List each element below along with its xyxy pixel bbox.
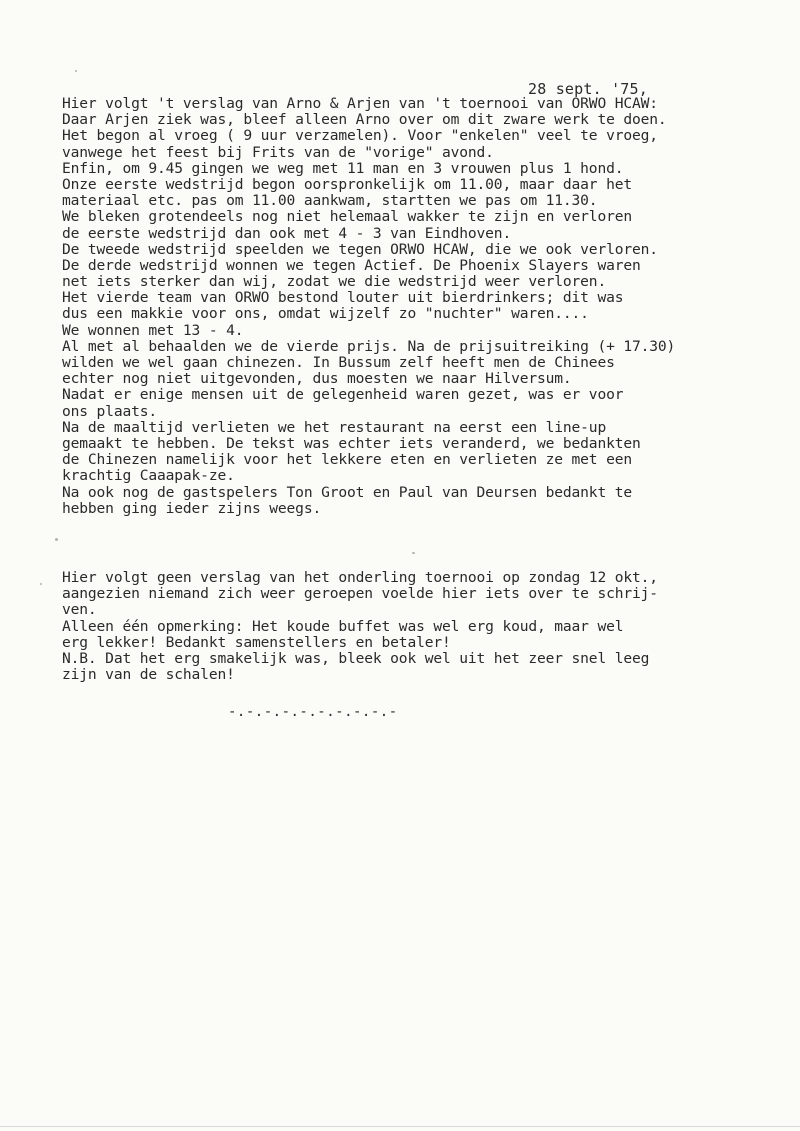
report-line: Enfin, om 9.45 gingen we weg met 11 man en 3 vrouwen plus 1 hond. xyxy=(62,159,624,177)
report-line: net iets sterker dan wij, zodat we die wedstrijd weer verloren. xyxy=(62,273,607,291)
report-line: Het vierde team van ORWO bestond louter uit bierdrinkers; dit was xyxy=(62,289,624,307)
second-section xyxy=(62,570,792,683)
section-line: aangezien niemand zich weer geroepen voelde hier iets over te schrij- xyxy=(62,585,658,603)
report-line: Al met al behaalden we de vierde prijs. Na de prijsuitreiking (+ 17.30) xyxy=(62,337,676,355)
report-line: gemaakt te hebben. De tekst was echter iets veranderd, we bedankten xyxy=(62,434,641,452)
report-line: We wonnen met 13 - 4. xyxy=(62,321,244,339)
report-line: de Chinezen namelijk voor het lekkere eten en verlieten ze met een xyxy=(62,451,632,469)
document-date: 28 sept. '75, xyxy=(528,80,648,98)
report-line: vanwege het feest bij Frits van de "vorige" avond. xyxy=(62,143,494,161)
report-line: Na de maaltijd verlieten we het restaurant na eerst een line-up xyxy=(62,418,607,436)
section-line: zijn van de schalen! xyxy=(62,666,235,684)
report-line: Onze eerste wedstrijd begon oorspronkelijk om 11.00, maar daar het xyxy=(62,175,632,193)
paper-speck xyxy=(412,552,415,554)
paper-speck xyxy=(55,538,58,541)
report-line: materiaal etc. pas om 11.00 aankwam, startten we pas om 11.30. xyxy=(62,192,598,210)
section-line: Hier volgt geen verslag van het onderling toernooi op zondag 12 okt., xyxy=(62,569,658,586)
report-line: de eerste wedstrijd dan ook met 4 - 3 van Eindhoven. xyxy=(62,224,512,242)
dashed-divider: -.-.-.-.-.-.-.-.-.- xyxy=(228,704,398,720)
paper-speck xyxy=(75,70,77,72)
report-line: De derde wedstrijd wonnen we tegen Actief. De Phoenix Slayers waren xyxy=(62,256,641,274)
report-line: ons plaats. xyxy=(62,402,157,420)
report-line: Nadat er enige mensen uit de gelegenheid waren gezet, was er voor xyxy=(62,386,624,404)
report-line: krachtig Caaapak-ze. xyxy=(62,467,235,485)
tournament-report xyxy=(62,96,792,517)
report-line: Hier volgt 't verslag van Arno & Arjen van 't toernooi van ORWO HCAW: xyxy=(62,95,658,112)
section-line: erg lekker! Bedankt samenstellers en betaler! xyxy=(62,633,451,651)
report-line: echter nog niet uitgevonden, dus moesten we naar Hilversum. xyxy=(62,370,572,388)
scan-edge xyxy=(0,1126,800,1127)
report-line: dus een makkie voor ons, omdat wijzelf zo "nuchter" waren.... xyxy=(62,305,589,323)
report-line: hebben ging ieder zijns weegs. xyxy=(62,499,322,517)
paper-speck xyxy=(40,583,42,585)
section-line: N.B. Dat het erg smakelijk was, bleek ook wel uit het zeer snel leeg xyxy=(62,649,650,667)
report-line: Daar Arjen ziek was, bleef alleen Arno over om dit zware werk te doen. xyxy=(62,111,667,129)
section-line: ven. xyxy=(62,601,97,619)
section-line: Alleen één opmerking: Het koude buffet was wel erg koud, maar wel xyxy=(62,617,624,635)
report-line: De tweede wedstrijd speelden we tegen ORWO HCAW, die we ook verloren. xyxy=(62,240,658,258)
report-line: Het begon al vroeg ( 9 uur verzamelen). Voor "enkelen" veel te vroeg, xyxy=(62,127,658,145)
report-line: Na ook nog de gastspelers Ton Groot en Paul van Deursen bedankt te xyxy=(62,483,632,501)
report-line: We bleken grotendeels nog niet helemaal wakker te zijn en verloren xyxy=(62,208,632,226)
report-line: wilden we wel gaan chinezen. In Bussum zelf heeft men de Chinees xyxy=(62,354,615,371)
